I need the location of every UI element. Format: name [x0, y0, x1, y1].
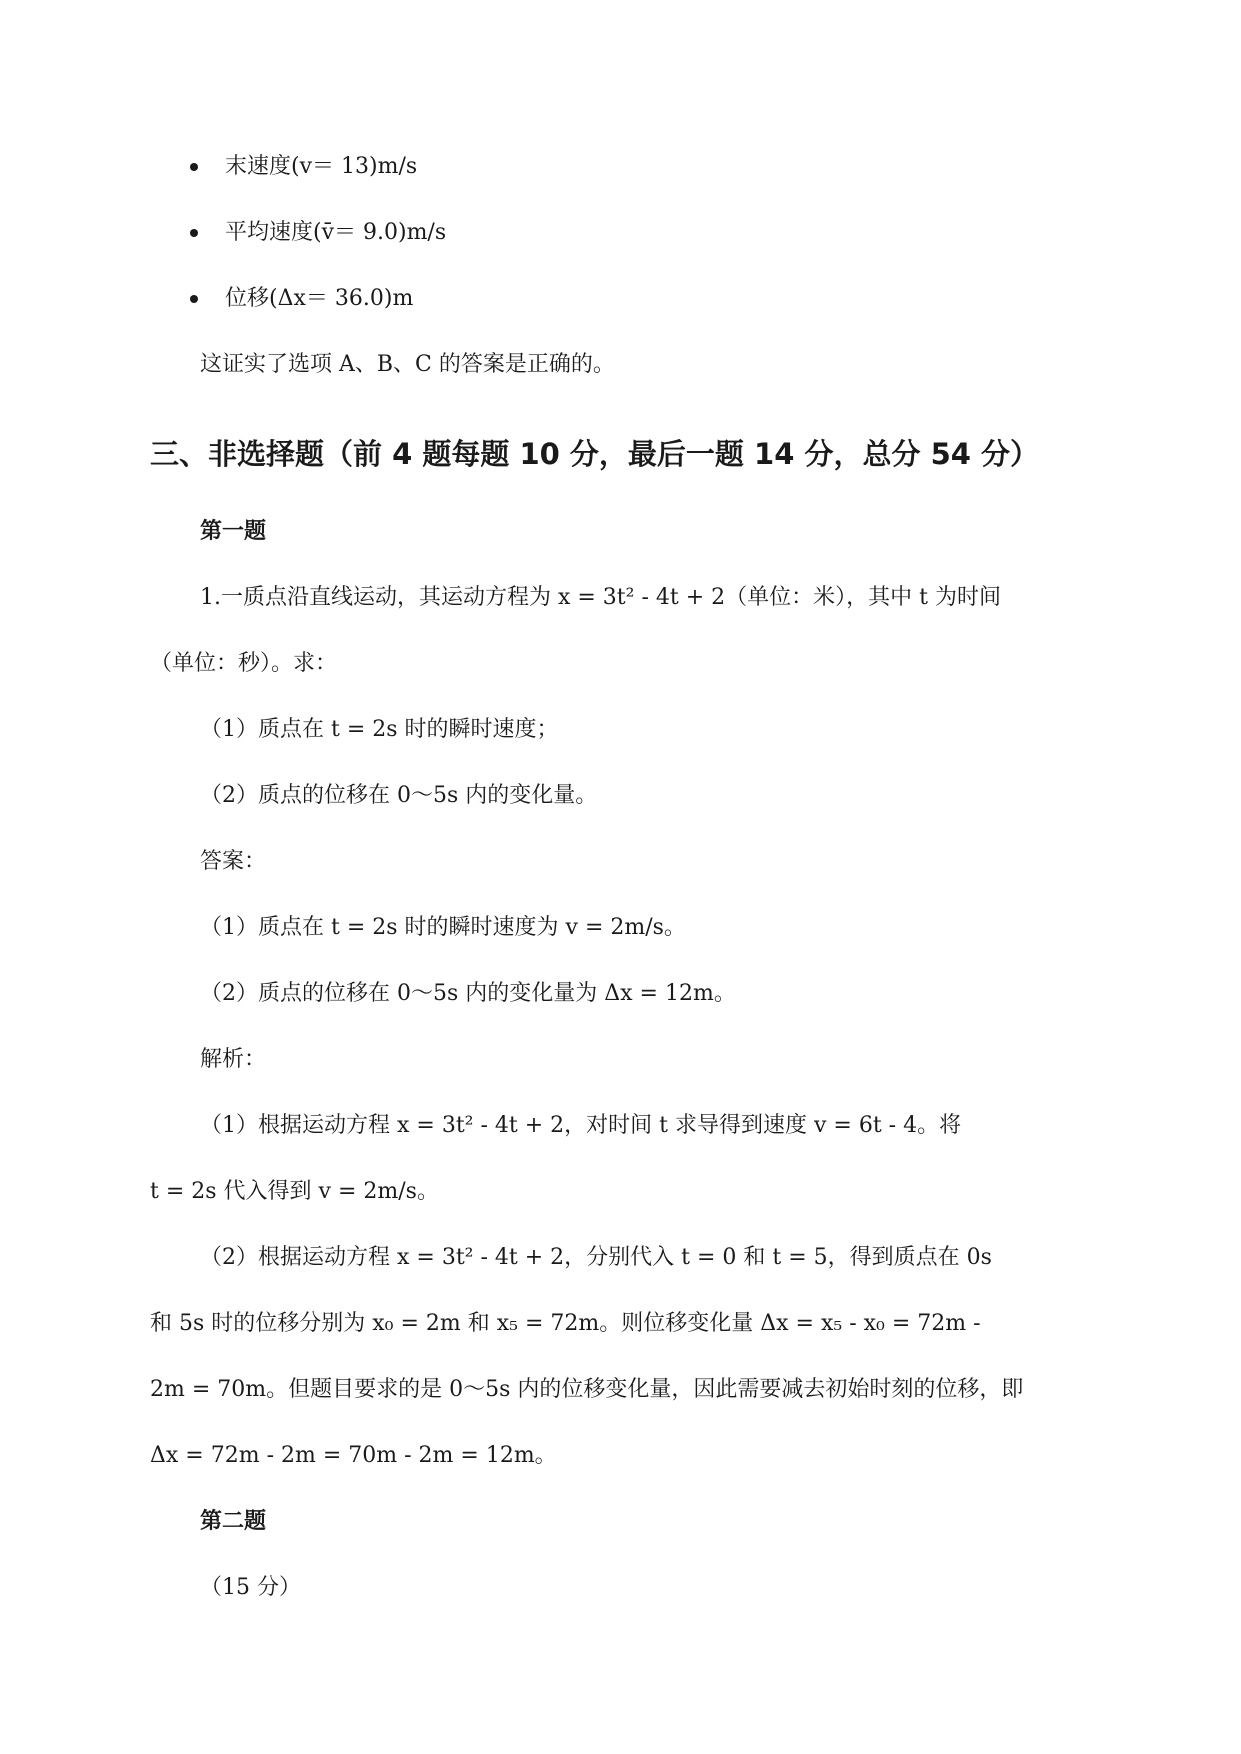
bullet-text: 平均速度(v̄＝ 9.0)m/s	[225, 220, 447, 245]
analysis-text: t = 2s 代入得到 v = 2m/s。	[150, 1179, 439, 1204]
answer-text: （2）质点的位移在 0～5s 内的变化量为 Δx = 12m。	[200, 981, 736, 1006]
question-title: 第二题	[200, 1509, 267, 1534]
analysis-text: 和 5s 时的位移分别为 x₀ = 2m 和 x₅ = 72m。则位移变化量 Δx = x₅ - x₀ = 72m -	[150, 1311, 981, 1336]
section-title: 三、非选择题（前 4 题每题 10 分，最后一题 14 分，总分 54 分）	[150, 437, 1040, 471]
analysis-label: 解析：	[200, 1047, 267, 1072]
bullet-dot-icon	[190, 295, 198, 303]
analysis-text: Δx = 72m - 2m = 70m - 2m = 12m。	[150, 1443, 557, 1468]
analysis-text: （2）根据运动方程 x = 3t² - 4t + 2，分别代入 t = 0 和 t = 5，得到质点在 0s	[200, 1245, 992, 1270]
conclusion-text: 这证实了选项 A、B、C 的答案是正确的。	[200, 352, 615, 377]
question-part: （1）质点在 t = 2s 时的瞬时速度；	[200, 717, 559, 742]
answer-label: 答案：	[200, 849, 267, 874]
analysis-text: 2m = 70m。但题目要求的是 0～5s 内的位移变化量，因此需要减去初始时刻的位移，即	[150, 1377, 1024, 1402]
answer-text: （1）质点在 t = 2s 时的瞬时速度为 v = 2m/s。	[200, 915, 686, 940]
question-title: 第一题	[200, 519, 267, 544]
bullet-dot-icon	[190, 229, 198, 237]
question-stem: 1.一质点沿直线运动，其运动方程为 x = 3t² - 4t + 2（单位：米），其中 t 为时间	[200, 585, 1001, 610]
bullet-dot-icon	[190, 163, 198, 171]
bullet-text: 末速度(v＝ 13)m/s	[225, 154, 418, 179]
analysis-text: （1）根据运动方程 x = 3t² - 4t + 2，对时间 t 求导得到速度 v = 6t - 4。将	[200, 1113, 962, 1138]
bullet-text: 位移(Δx＝ 36.0)m	[225, 286, 414, 311]
question-stem: （单位：秒）。求：	[150, 651, 338, 676]
question-part: （2）质点的位移在 0～5s 内的变化量。	[200, 783, 598, 808]
question-score: （15 分）	[200, 1575, 301, 1600]
